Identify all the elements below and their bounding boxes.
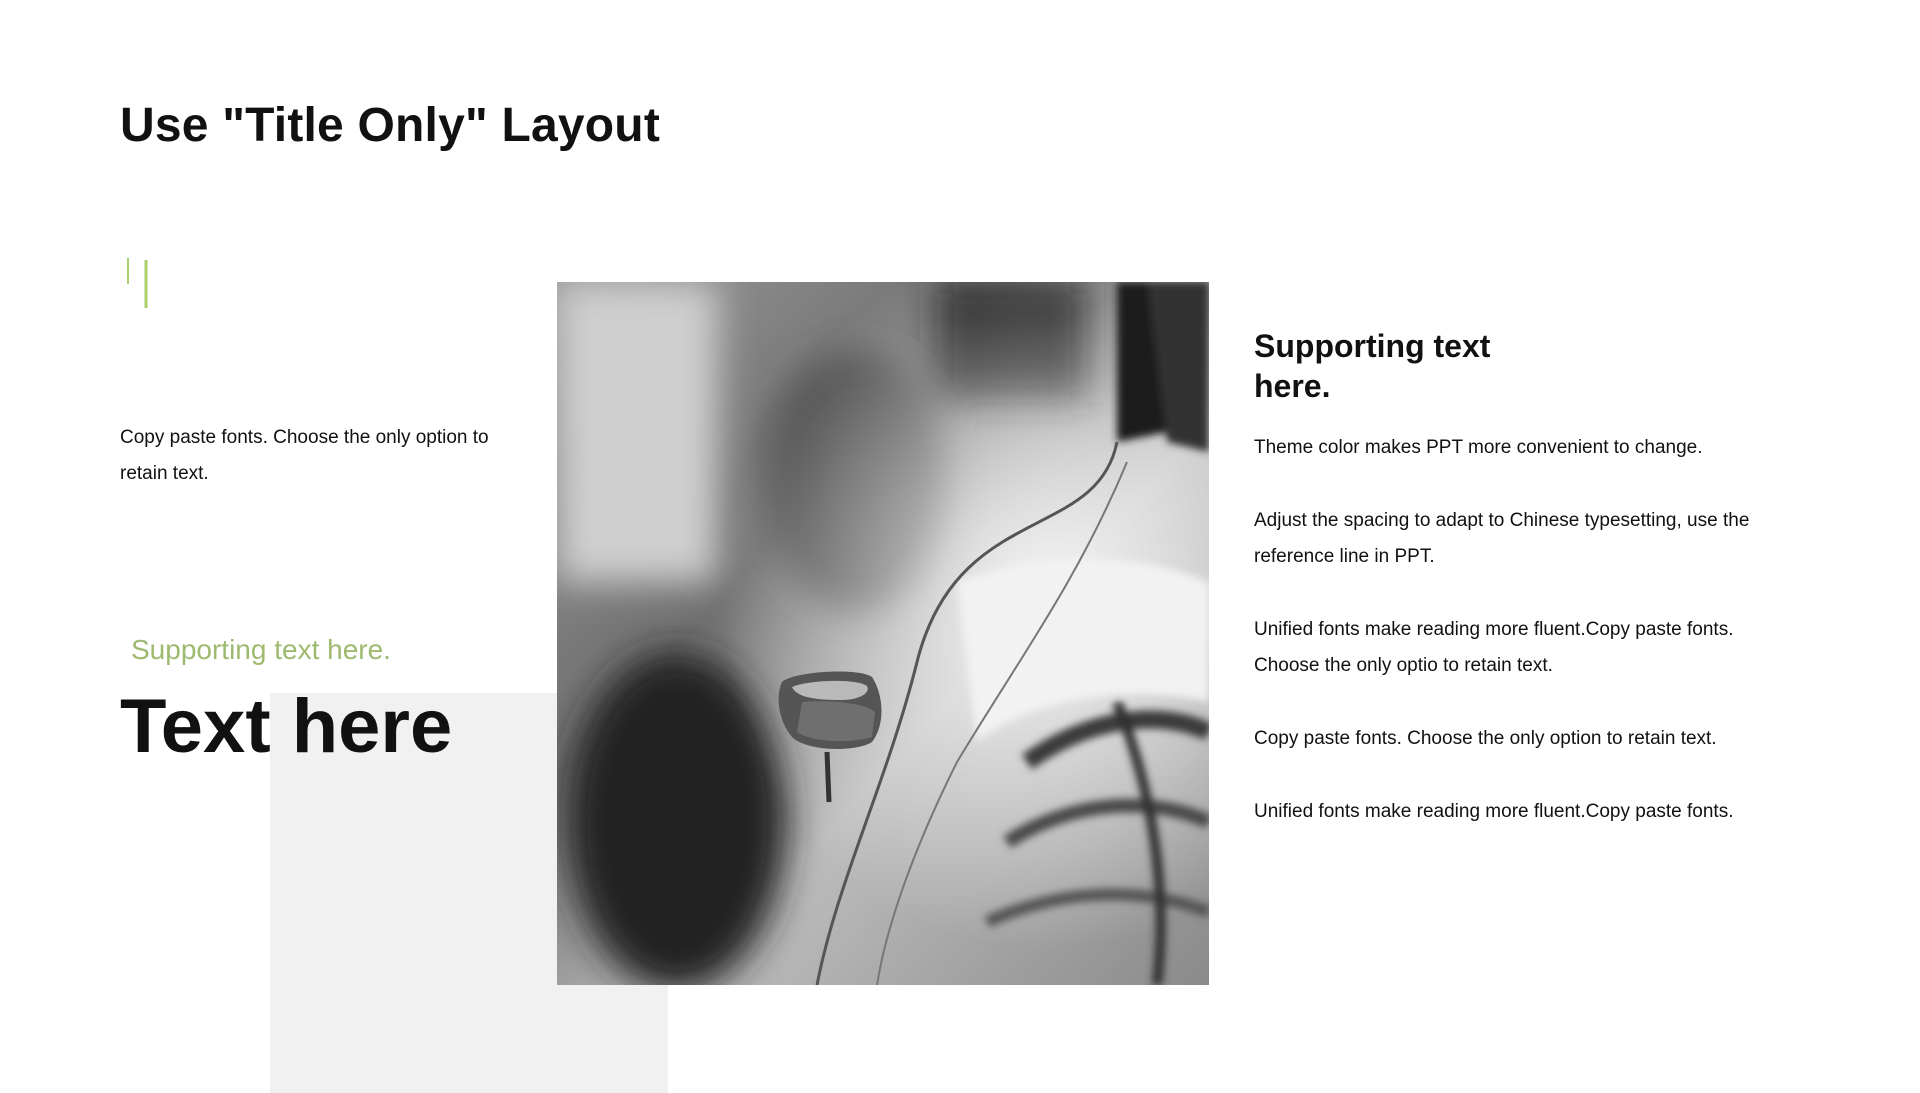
right-heading: Supporting text here. (1254, 328, 1491, 404)
left-body-text: Copy paste fonts. Choose the only option to retain text. (120, 427, 489, 484)
accent-subtitle: Supporting text here. (131, 634, 391, 665)
car-door-photo (557, 282, 1209, 985)
right-paragraph: Unified fonts make reading more fluent.Copy paste fonts. Choose the only optio to retain text. (1254, 619, 1734, 676)
slide-title: Use "Title Only" Layout (120, 99, 661, 152)
right-paragraph-list (1254, 430, 1794, 867)
right-paragraph: Theme color makes PPT more convenient to change. (1254, 437, 1703, 458)
right-paragraph: Adjust the spacing to adapt to Chinese typesetting, use the reference line in PPT. (1254, 510, 1750, 567)
quote-mark-icon (124, 258, 154, 308)
right-paragraph: Copy paste fonts. Choose the only option to retain text. (1254, 728, 1717, 749)
right-paragraph: Unified fonts make reading more fluent.Copy paste fonts. (1254, 801, 1734, 822)
big-heading: Text here (120, 684, 453, 769)
